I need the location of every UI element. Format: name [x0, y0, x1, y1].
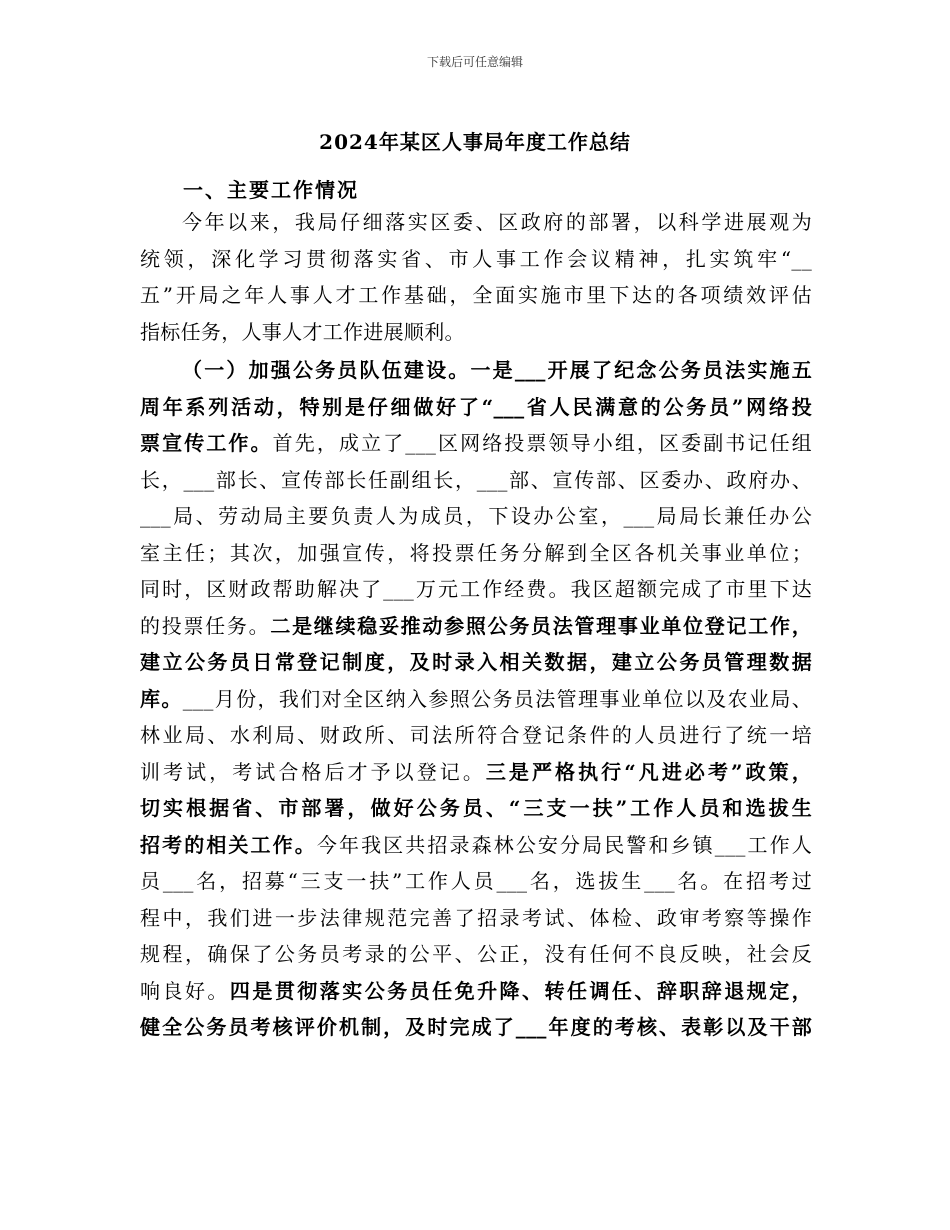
bold-text: 库。: [140, 686, 183, 711]
paragraph-line: 今年以来，我局仔细落实区委、区政府的部署，以科学进展观为: [182, 210, 812, 234]
paragraph-line: 长，___部长、宣传部长任副组长，___部、宣传部、区委办、政府办、: [140, 467, 812, 492]
paragraph-line: ___局、劳动局主要负责人为成员，下设办公室，___局局长兼任办公: [140, 504, 812, 528]
bold-text: 二是继续稳妥推动参照公务员法管理事业单位登记工作，: [270, 613, 812, 638]
bold-text: 招考的相关工作。: [140, 832, 317, 857]
paragraph-line: [140, 608, 812, 645]
paragraph-line: [140, 425, 812, 462]
plain-text: 的投票任务。: [140, 613, 271, 638]
intro-paragraph: [140, 204, 812, 350]
plain-text: 首先，成立了___区网络投票领导小组，区委副书记任组: [272, 431, 812, 455]
paragraph-line: 室主任；其次，加强宣传，将投票任务分解到全区各机关事业单位；: [140, 540, 812, 565]
plain-text: ___月份，我们对全区纳入参照公务员法管理事业单位以及农业局、: [182, 686, 812, 711]
paragraph-line: 规程，确保了公务员考录的公平、公正，没有任何不良反映，社会反: [140, 942, 812, 966]
civil-servant-paragraph: [140, 352, 812, 1046]
paragraph-line: 五”开局之年人事人才工作基础，全面实施市里下达的各项绩效评估: [140, 283, 812, 307]
bold-text: 三是严格执行“凡进必考”政策，: [485, 759, 812, 784]
paragraph-line: [140, 681, 812, 718]
paragraph-line: 指标任务，人事人才工作进展顺利。: [140, 319, 465, 344]
paragraph-line: 建立公务员日常登记制度，及时录入相关数据，建立公务员管理数据: [140, 650, 812, 674]
paragraph-line: 林业局、水利局、财政所、司法所符合登记条件的人员进行了统一培: [140, 723, 812, 747]
page-header-note: 下载后可任意编辑: [426, 55, 523, 69]
paragraph-line: 统领，深化学习贯彻落实省、市人事工作会议精神，扎实筑牢“__: [140, 246, 812, 271]
bold-text: 票宣传工作。: [140, 431, 273, 455]
paragraph-line: [140, 973, 812, 1010]
paragraph-line: 健全公务员考核评价机制，及时完成了___年度的考核、表彰以及干部: [140, 1015, 812, 1039]
paragraph-line: 同时，区财政帮助解决了___万元工作经费。我区超额完成了市里下达: [140, 577, 812, 601]
plain-text: 响良好。: [140, 978, 230, 1003]
paragraph-line: [140, 754, 812, 791]
paragraph-line: 员___名，招募“三支一扶”工作人员___名，选拔生___名。在招考过: [140, 869, 812, 893]
section-heading: 一、主要工作情况: [183, 178, 359, 202]
plain-text: 训考试，考试合格后才予以登记。: [140, 759, 486, 784]
paragraph-line: （一）加强公务员队伍建设。一是___开展了纪念公务员法实施五: [182, 358, 812, 382]
paragraph-line: 周年系列活动，特别是仔细做好了“___省人民满意的公务员”网络投: [140, 394, 812, 419]
paragraph-line: 切实根据省、市部署，做好公务员、“三支一扶”工作人员和选拔生: [140, 796, 812, 820]
paragraph-line: 程中，我们进一步法律规范完善了招录考试、体检、政审考察等操作: [140, 905, 812, 930]
paragraph-line: [140, 827, 812, 864]
plain-text: 今年我区共招录森林公安分局民警和乡镇___工作人: [316, 832, 812, 857]
document-title: 2024年某区人事局年度工作总结: [319, 130, 631, 154]
bold-text: 四是贯彻落实公务员任免升降、转任调任、辞职辞退规定，: [229, 978, 812, 1003]
